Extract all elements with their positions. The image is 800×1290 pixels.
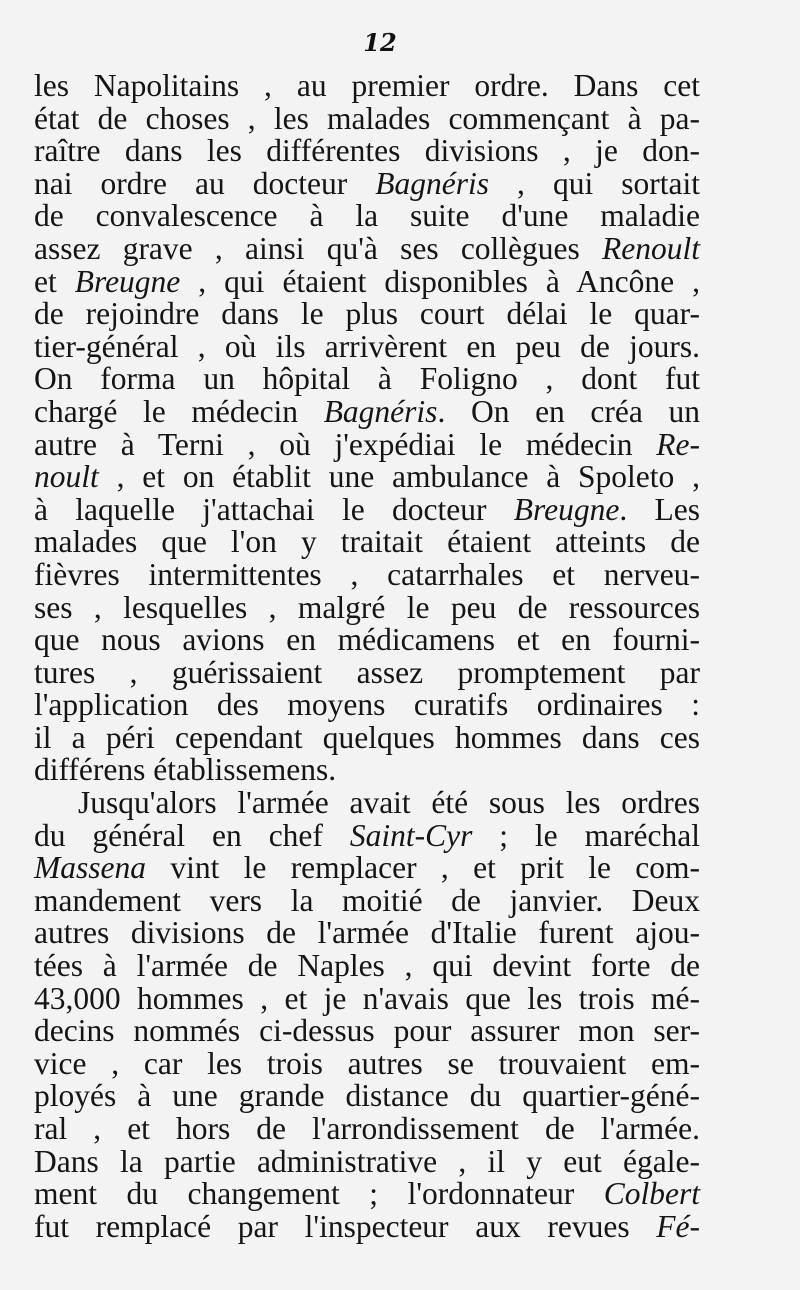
- text-line-roman: mandement vers la moitié de janvier. Deux: [34, 882, 700, 918]
- text-line-roman: différens établissemens.: [34, 752, 337, 788]
- text-line-italic-name: noult: [34, 459, 99, 495]
- text-line-roman: Dans la partie administrative , il y eut égale-: [34, 1143, 700, 1179]
- text-line-roman: à laquelle j'attachai le docteur: [34, 491, 514, 527]
- text-line-roman-after: . On en créa un: [437, 393, 700, 429]
- text-line-roman: nai ordre au docteur: [34, 165, 376, 201]
- page-number: 12: [363, 28, 397, 57]
- text-line-roman: chargé le médecin: [34, 393, 324, 429]
- text-line-italic-name: Fé-: [656, 1208, 700, 1244]
- text-line-roman: decins nommés ci-dessus pour assurer mon ser-: [34, 1013, 700, 1049]
- text-line: [34, 426, 700, 462]
- text-line: [34, 1045, 700, 1081]
- text-line: [34, 200, 700, 233]
- text-line: [34, 719, 700, 755]
- text-line: [34, 852, 700, 885]
- text-line-roman: l'application des moyens curatifs ordinaires :: [34, 687, 700, 723]
- text-line-roman: autres divisions de l'armée d'Italie furent ajou-: [34, 915, 700, 951]
- text-line: [34, 363, 700, 396]
- text-line-roman: Jusqu'alors l'armée avait été sous les ordres: [78, 785, 700, 821]
- text-line-roman-after: vint le remplacer , et prit le com-: [146, 850, 700, 886]
- text-line: [34, 787, 700, 820]
- text-line: [34, 1080, 700, 1113]
- text-line: [34, 100, 700, 136]
- text-line: [34, 230, 700, 266]
- text-line: [34, 1208, 700, 1244]
- text-line-roman: assez grave , ainsi qu'à ses collègues: [34, 230, 603, 266]
- text-line-roman: que nous avions en médicamens et en fourni-: [34, 622, 700, 658]
- text-line: [34, 263, 700, 299]
- text-line-roman: ral , et hors de l'arrondissement de l'armée.: [34, 1111, 700, 1146]
- text-line: [34, 556, 700, 592]
- text-line: [34, 817, 701, 853]
- text-line: [34, 1143, 700, 1179]
- text-line-italic-name: Bagnéris: [375, 165, 490, 201]
- text-line: [34, 393, 700, 429]
- text-line-roman: tures , guérissaient assez promptement par: [34, 654, 700, 690]
- text-line-roman: malades que l'on y traitait étaient atteints de: [34, 524, 700, 560]
- text-line-roman: de rejoindre dans le plus court délai le quar-: [34, 296, 700, 332]
- text-line: [34, 654, 700, 690]
- text-line: [34, 491, 700, 527]
- text-line-roman: état de choses , les malades commençant à pa-: [34, 100, 700, 136]
- text-line-italic-name: Re-: [656, 426, 700, 462]
- text-line: [34, 754, 700, 787]
- text-line-roman-after: , qui étaient disponibles à Ancône ,: [180, 263, 700, 299]
- text-line: [34, 589, 700, 625]
- text-line-italic-name: Massena: [34, 850, 146, 886]
- body-text: [34, 70, 700, 1243]
- text-line-roman: et: [34, 263, 75, 299]
- text-line-roman: 43,000 hommes , et je n'avais que les trois mé-: [34, 980, 700, 1016]
- text-line-roman: vice , car les trois autres se trouvaient em-: [34, 1045, 700, 1081]
- text-line: [34, 1178, 700, 1211]
- text-line: [34, 980, 700, 1016]
- text-line-italic-name: Bagnéris: [323, 393, 438, 429]
- text-line-roman: ses , lesquelles , malgré le peu de ressources: [34, 589, 700, 625]
- text-line: [34, 298, 700, 331]
- text-line-roman: ment du changement ; l'ordonnateur: [34, 1176, 604, 1212]
- text-line: [34, 135, 700, 168]
- text-line-italic-name: Breugne: [513, 491, 620, 527]
- text-line-roman: raître dans les différentes divisions , je don-: [34, 133, 700, 169]
- text-line: [34, 624, 700, 657]
- text-line: [34, 526, 700, 559]
- text-line: [34, 461, 700, 494]
- text-line-italic-name: Breugne: [74, 263, 181, 299]
- text-line-roman: fièvres intermittentes , catarrhales et nerveu-: [34, 556, 700, 592]
- text-line: [34, 950, 700, 983]
- text-line-roman-after: ; le maréchal: [472, 817, 701, 853]
- text-line-roman: les Napolitains , au premier ordre. Dans cet: [34, 68, 700, 103]
- text-line-roman-after: . Les: [619, 491, 700, 527]
- text-line-italic-name: Colbert: [603, 1176, 700, 1212]
- text-line-italic-name: Renoult: [602, 230, 700, 266]
- text-line: [34, 328, 700, 364]
- text-line: [34, 689, 700, 722]
- text-line-roman: tier-général , où ils arrivèrent en peu de jours.: [34, 328, 700, 364]
- text-line-roman: du général en chef: [34, 817, 350, 853]
- text-line-roman: On forma un hôpital à Foligno , dont fut: [34, 361, 700, 397]
- text-line: [34, 1015, 700, 1048]
- text-line-roman: ployés à une grande distance du quartier-géné-: [34, 1078, 700, 1114]
- text-line-roman: tées à l'armée de Naples , qui devint forte de: [34, 948, 700, 984]
- text-line: [34, 70, 700, 103]
- text-line: [34, 882, 700, 918]
- text-line-roman: de convalescence à la suite d'une maladie: [34, 198, 700, 234]
- text-line-roman: autre à Terni , où j'expédiai le médecin: [34, 426, 657, 462]
- text-line: [34, 165, 700, 201]
- text-line-roman: il a péri cependant quelques hommes dans ces: [34, 719, 700, 755]
- text-line-roman-after: , qui sortait: [489, 165, 700, 201]
- text-line: [34, 1113, 700, 1146]
- text-line-italic-name: Saint-Cyr: [349, 817, 473, 853]
- text-line-roman-after: , et on établit une ambulance à Spoleto ,: [98, 459, 700, 495]
- text-line: [34, 917, 700, 950]
- text-line-roman: fut remplacé par l'inspecteur aux revues: [34, 1208, 657, 1244]
